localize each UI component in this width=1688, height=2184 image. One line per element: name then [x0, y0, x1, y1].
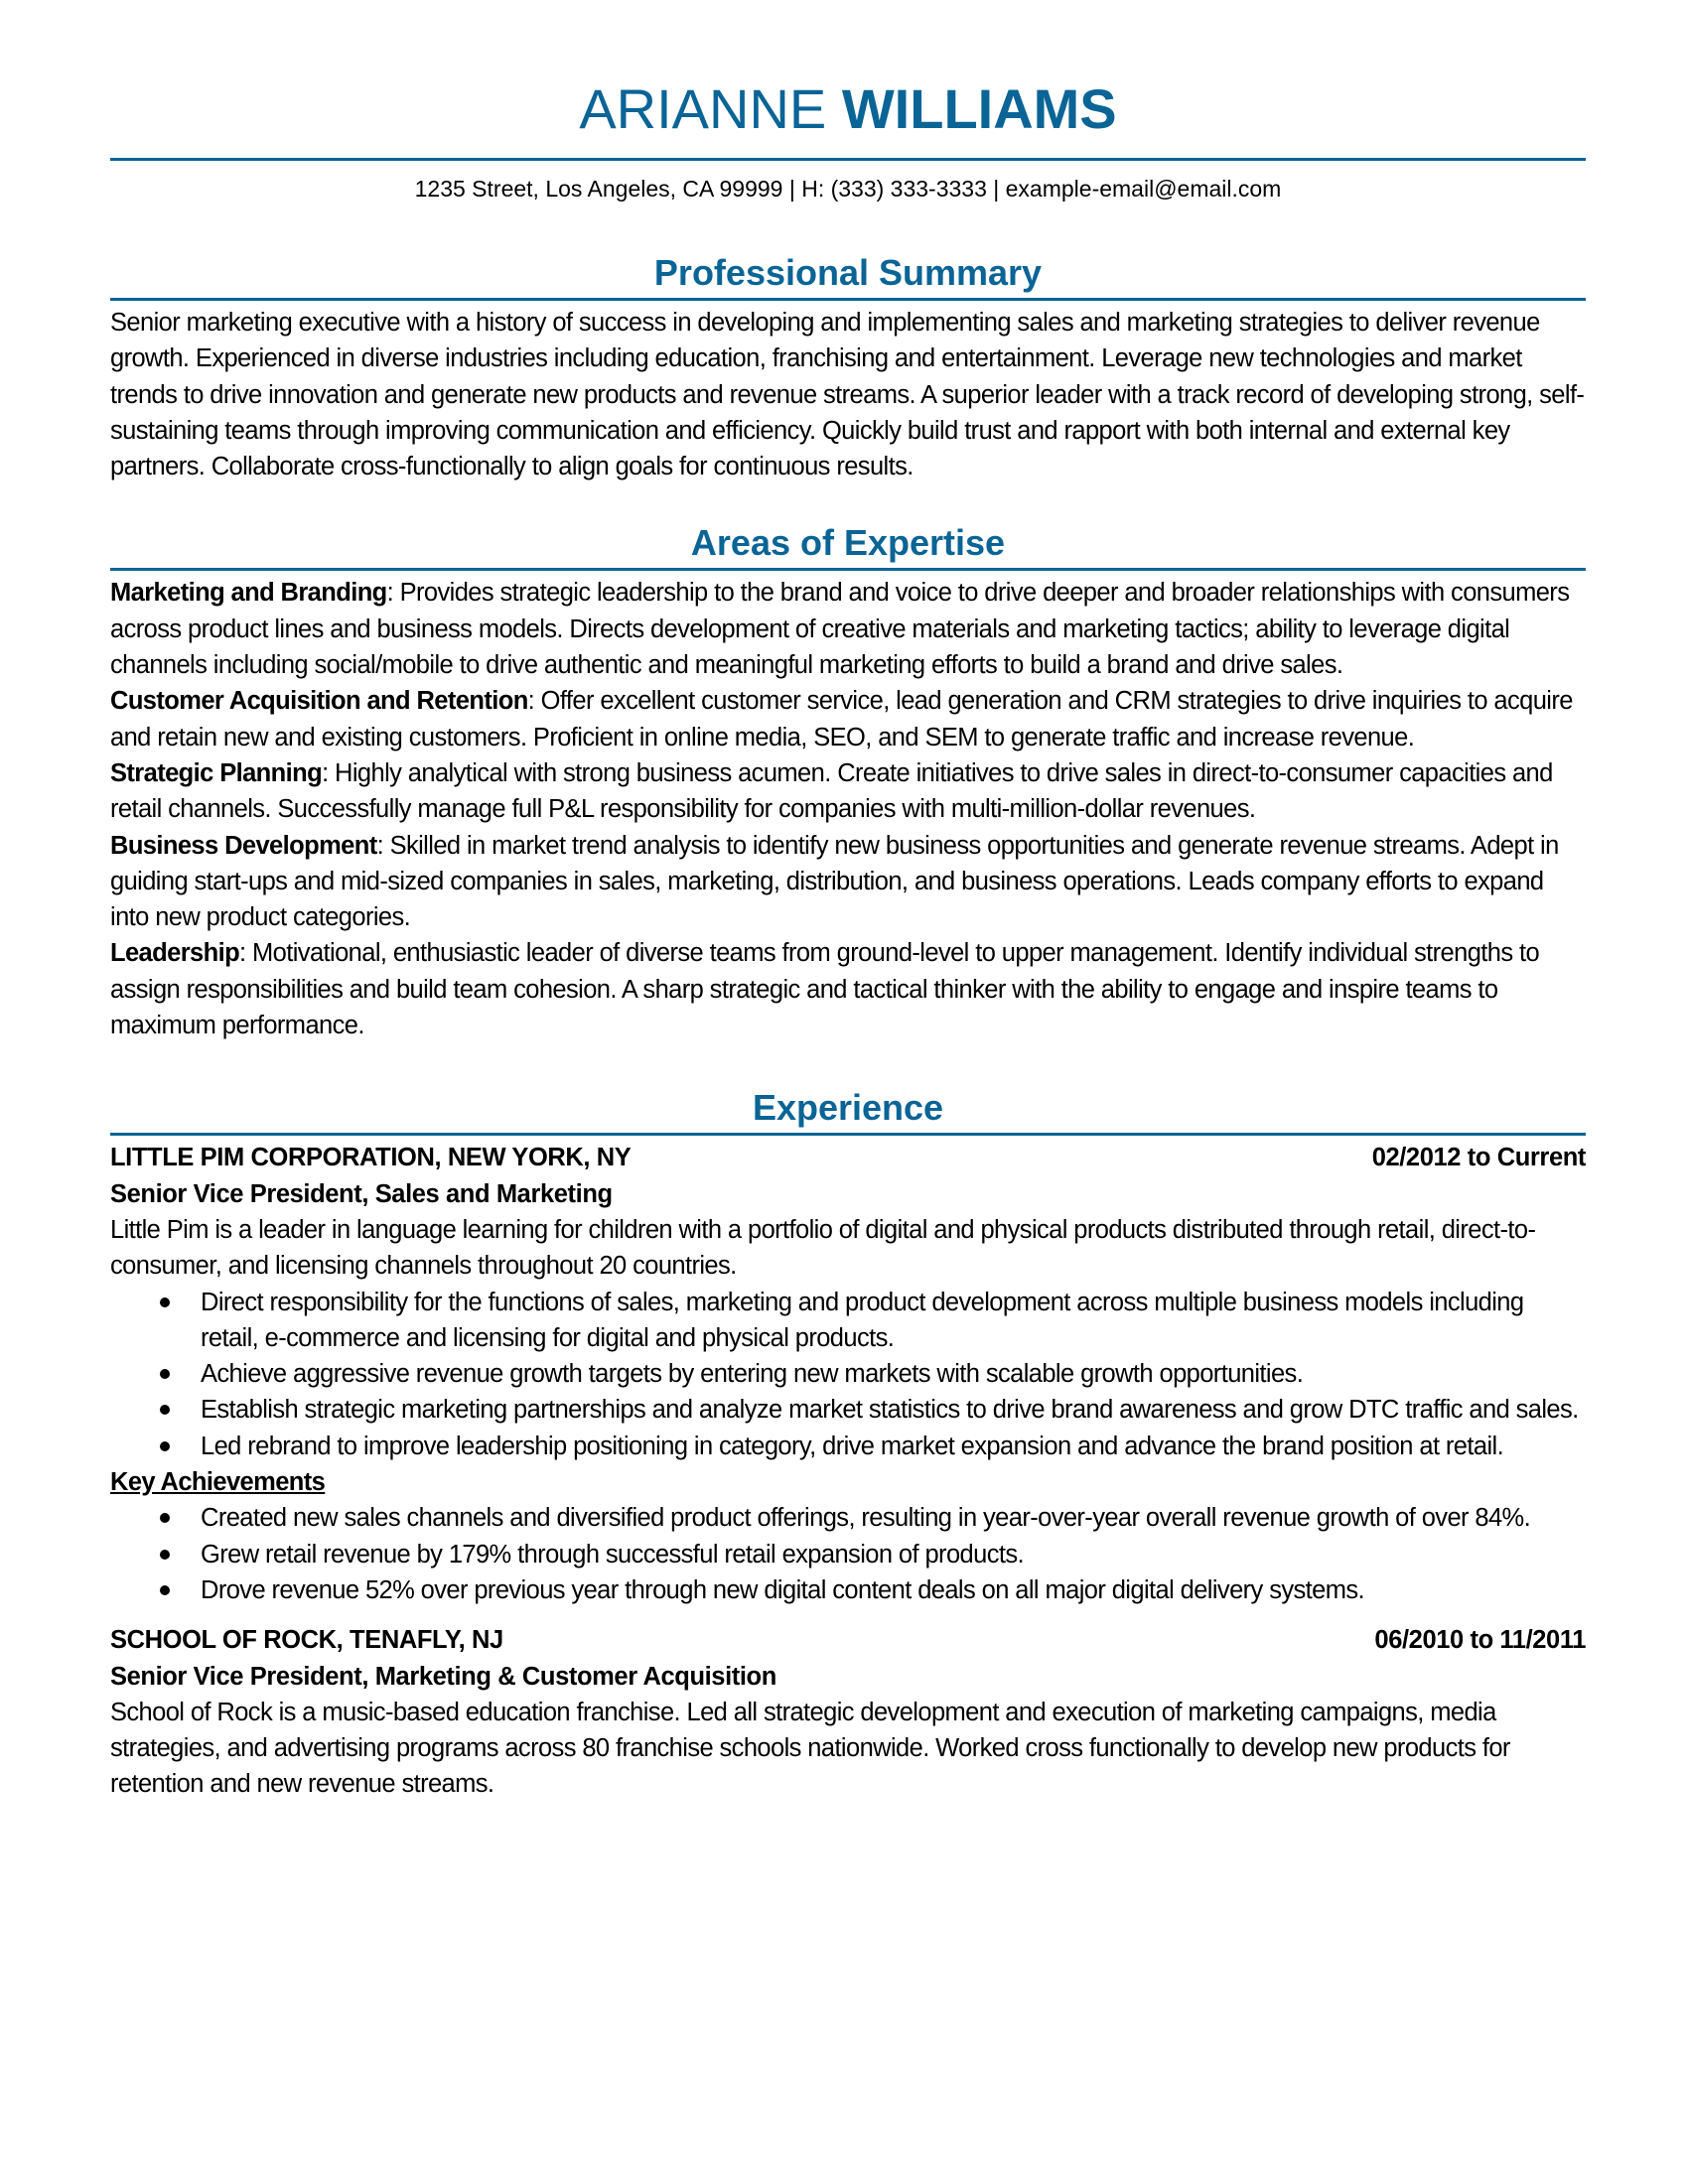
job-company: LITTLE PIM CORPORATION, NEW YORK, NY	[110, 1144, 632, 1172]
achievement-bullet	[160, 1537, 1586, 1572]
achievement-bullet	[160, 1500, 1586, 1536]
expertise-label: Marketing and Branding	[110, 579, 387, 608]
bullet-text: Establish strategic marketing partnerships and analyze market statistics to drive brand awareness and grow DTC traffic and sales.	[201, 1396, 1579, 1425]
job-title: Senior Vice President, Sales and Marketing	[110, 1179, 613, 1208]
job-entry	[110, 1622, 1586, 1802]
summary-text: Senior marketing executive with a history of success in developing and implementing sales and marketing strategies to deliver revenue growth. Experienced in diverse industries including education, franchising and entertainment. Leverage new technologies and market trends to drive innovation and generate new products and revenue streams. A superior leader with a track record of developing strong, self-sustaining teams through improving communication and efficiency. Quickly build trust and rapport with both internal and external key partners. Collaborate cross-functionally to align goals for continuous results.	[110, 309, 1585, 481]
achievement-bullets	[110, 1500, 1586, 1608]
header-divider	[110, 158, 1586, 161]
contact-line: 1235 Street, Los Angeles, CA 99999 | H: (333) 333-3333 | example-email@email.com	[414, 176, 1282, 202]
expertise-text: : Offer excellent customer service, lead generation and CRM strategies to drive inquiries to acquire and retain new and existing customers. Proficient in online media, SEO, and SEM to generate traffic and increase revenue.	[110, 687, 1573, 751]
expertise-divider	[110, 568, 1586, 571]
expertise-label: Strategic Planning	[110, 758, 323, 787]
expertise-label: Leadership	[110, 939, 240, 968]
expertise-item	[110, 828, 1586, 936]
job-header	[110, 1622, 1586, 1658]
expertise-item	[110, 935, 1586, 1043]
expertise-list	[110, 575, 1586, 1043]
job-bullets	[110, 1285, 1586, 1464]
bullet-icon	[160, 1585, 170, 1595]
expertise-item	[110, 755, 1586, 828]
first-name: ARIANNE	[579, 77, 827, 140]
bullet-text: Drove revenue 52% over previous year through new digital content deals on all major digital delivery systems.	[201, 1575, 1364, 1604]
experience-divider	[110, 1133, 1586, 1136]
expertise-text: : Skilled in market trend analysis to identify new business opportunities and generate revenue streams. Adept in guiding start-ups and mid-sized companies in sales, marketing, distribution, and business operations. Leads company efforts to expand into new product categories.	[110, 831, 1559, 932]
bullet-text: Grew retail revenue by 179% through successful retail expansion of products.	[201, 1540, 1024, 1569]
job-header	[110, 1140, 1586, 1175]
bullet-icon	[160, 1405, 170, 1415]
expertise-label: Business Development	[110, 831, 377, 860]
expertise-item	[110, 575, 1586, 683]
expertise-text: : Highly analytical with strong business acumen. Create initiatives to drive sales in direct-to-consumer capacities and retail channels. Successfully manage full P&L responsibility for companies with multi-million-dollar revenues.	[110, 758, 1553, 824]
achievement-bullet	[160, 1572, 1586, 1608]
job-bullet	[160, 1356, 1586, 1392]
summary-divider	[110, 298, 1586, 301]
bullet-icon	[160, 1369, 170, 1379]
candidate-name	[110, 77, 1586, 141]
job-bullet	[160, 1285, 1586, 1357]
expertise-heading: Areas of Expertise	[690, 522, 1006, 564]
key-achievements-label: Key Achievements	[110, 1468, 326, 1497]
job-bullet	[160, 1392, 1586, 1428]
bullet-icon	[160, 1513, 170, 1523]
bullet-icon	[160, 1550, 170, 1560]
job-description: School of Rock is a music-based education franchise. Led all strategic development and execution of marketing campaigns, media strategies, and advertising programs across 80 franchise schools nationwide. Worked cross functionally to develop new products for retention and new revenue streams.	[110, 1698, 1510, 1799]
bullet-icon	[160, 1297, 170, 1307]
summary-heading: Professional Summary	[653, 252, 1043, 293]
expertise-text: : Provides strategic leadership to the brand and voice to drive deeper and broader relationships with consumers across product lines and business models. Directs development of creative materials and marketing tactics; ability to leverage digital channels including social/mobile to drive authentic and meaningful marketing efforts to build a brand and drive sales.	[110, 579, 1570, 680]
bullet-icon	[160, 1441, 170, 1451]
job-description: Little Pim is a leader in language learning for children with a portfolio of digital and physical products distributed through retail, direct-to-consumer, and licensing channels throughout 20 countries.	[110, 1215, 1536, 1281]
job-dates: 06/2010 to 11/2011	[1374, 1626, 1586, 1655]
job-company: SCHOOL OF ROCK, TENAFLY, NJ	[110, 1626, 503, 1655]
expertise-label: Customer Acquisition and Retention	[110, 687, 528, 716]
last-name: WILLIAMS	[841, 77, 1117, 140]
bullet-text: Led rebrand to improve leadership positioning in category, drive market expansion and advance the brand position at retail.	[201, 1432, 1504, 1460]
bullet-text: Created new sales channels and diversified product offerings, resulting in year-over-year overall revenue growth of over 84%.	[201, 1504, 1531, 1533]
bullet-text: Achieve aggressive revenue growth targets by entering new markets with scalable growth opportunities.	[201, 1360, 1304, 1389]
job-dates: 02/2012 to Current	[1371, 1144, 1586, 1172]
resume-page	[110, 0, 1586, 1803]
job-entry	[110, 1140, 1586, 1608]
job-bullet	[160, 1429, 1586, 1464]
expertise-text: : Motivational, enthusiastic leader of diverse teams from ground-level to upper management. Identify individual strengths to assign responsibilities and build team cohesion. A sharp strategic and tactical thinker with the ability to engage and inspire teams to maximum performance.	[110, 939, 1540, 1040]
experience-heading: Experience	[752, 1087, 944, 1129]
expertise-item	[110, 683, 1586, 755]
bullet-text: Direct responsibility for the functions of sales, marketing and product development across multiple business models including retail, e-commerce and licensing for digital and physical products.	[201, 1288, 1524, 1352]
job-title: Senior Vice President, Marketing & Customer Acquisition	[110, 1662, 776, 1691]
